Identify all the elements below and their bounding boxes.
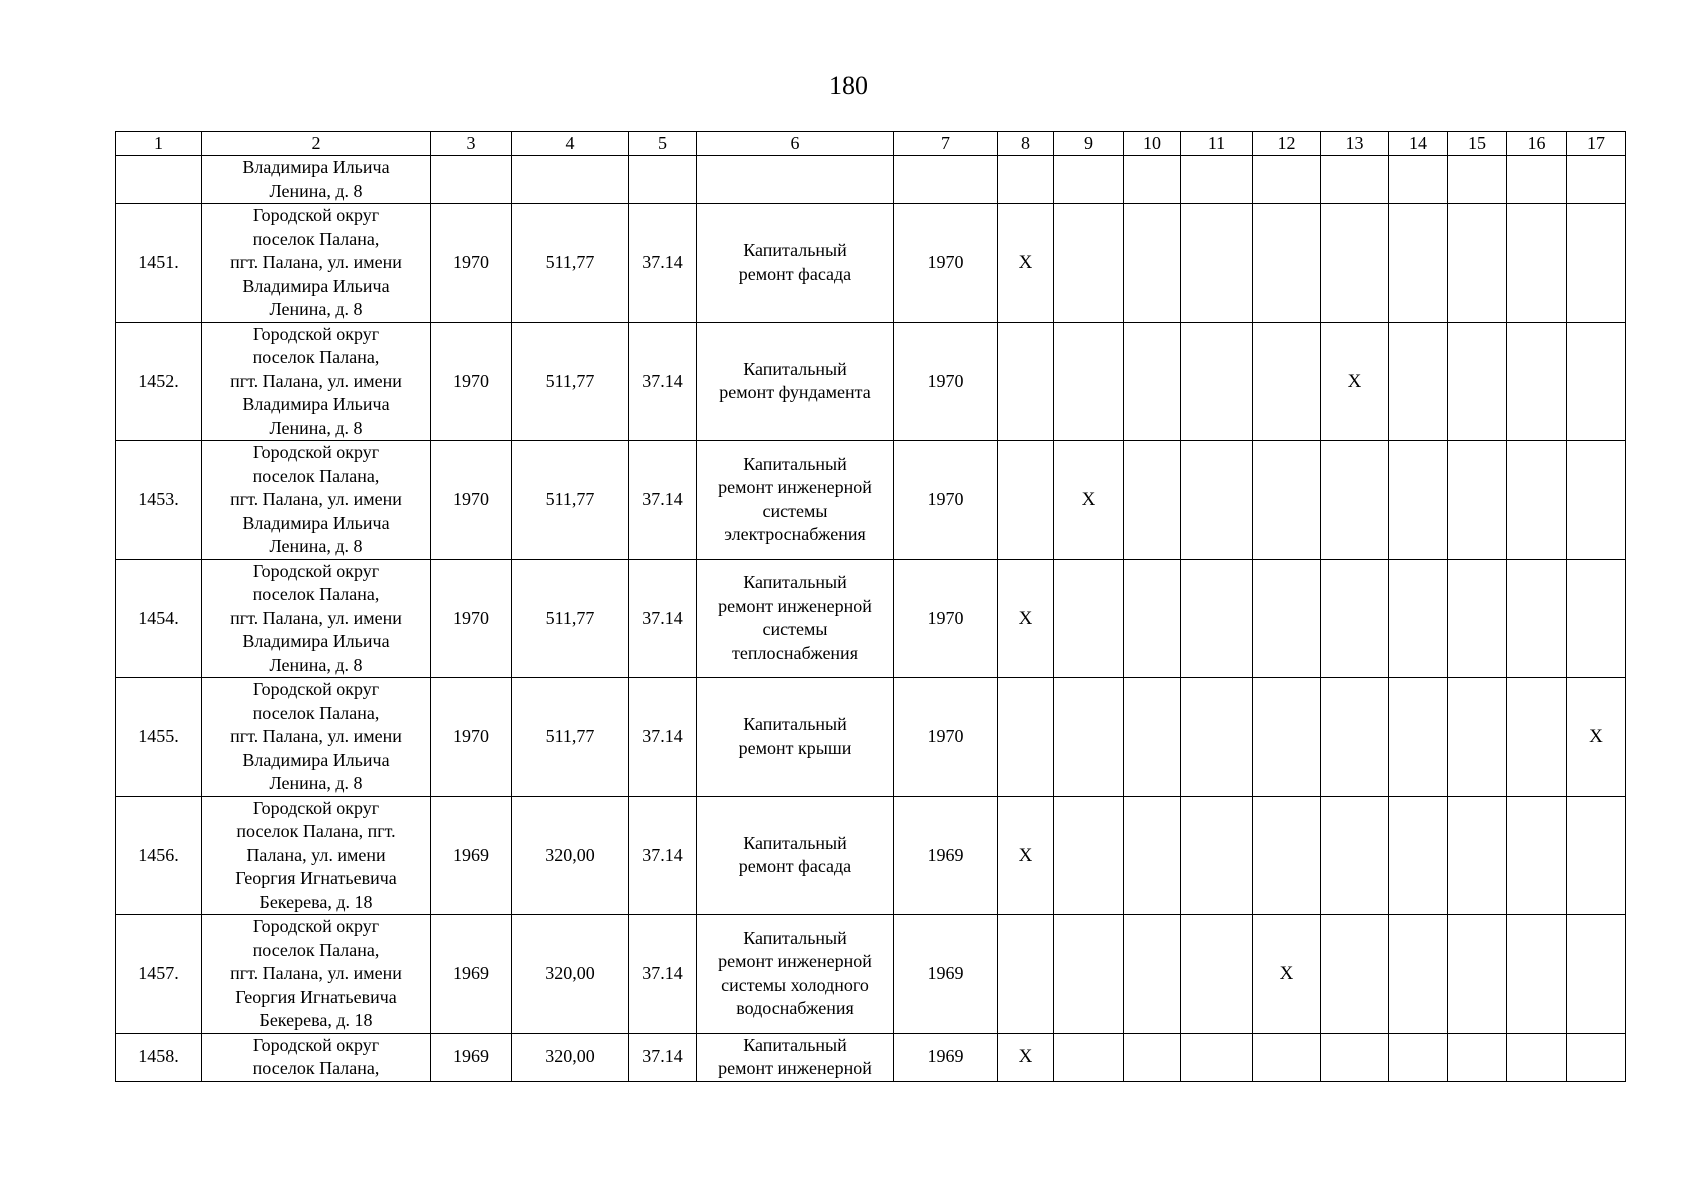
mark-cell-col-11	[1181, 559, 1253, 678]
address-line: Ленина, д. 8	[269, 299, 363, 319]
address-cell	[202, 156, 431, 204]
mark-cell-col-13	[1321, 441, 1389, 560]
mark-cell-col-8	[998, 204, 1054, 323]
row-number-cell: 1454.	[116, 559, 202, 678]
mark-cell-col-15	[1448, 796, 1507, 915]
column-header-1: 1	[116, 132, 202, 156]
address-line: поселок Палана,	[252, 702, 380, 723]
mark-cell-col-11	[1181, 441, 1253, 560]
work-type-cell	[697, 796, 894, 915]
repair-register-table	[115, 131, 1626, 1082]
mark-cell-col-11	[1181, 915, 1253, 1034]
column-header-11: 11	[1181, 132, 1253, 156]
code-cell: 37.14	[629, 559, 697, 678]
mark-cell-col-13	[1321, 796, 1389, 915]
address-line: Городской округ	[252, 560, 380, 581]
mark-cell-col-15	[1448, 322, 1507, 441]
address-line: Палана, ул. имени	[246, 844, 386, 865]
work-type-line: водоснабжения	[736, 998, 854, 1019]
row-number-cell: 1458.	[116, 1033, 202, 1081]
work-type-line: Капитальный	[743, 572, 847, 593]
mark-cell-col-10	[1124, 204, 1181, 323]
address-line: поселок Палана,	[252, 584, 380, 604]
mark-cell-col-16	[1507, 678, 1567, 797]
mark-cell-col-13	[1321, 915, 1389, 1034]
address-line: Ленина, д. 8	[269, 417, 363, 438]
column-header-10: 10	[1124, 132, 1181, 156]
commission-year-cell: 1969	[431, 1033, 512, 1081]
mark-cell-col-10	[1124, 678, 1181, 797]
x-mark: X	[1081, 489, 1096, 510]
mark-cell-col-13	[1321, 156, 1389, 204]
address-line: Городской округ	[252, 797, 380, 818]
year-cell: 1969	[894, 796, 998, 915]
mark-cell-col-8	[998, 441, 1054, 560]
commission-year-cell: 1970	[431, 322, 512, 441]
area-cell	[512, 156, 629, 204]
mark-cell-col-12	[1253, 796, 1321, 915]
column-header-9: 9	[1054, 132, 1124, 156]
mark-cell-col-14	[1389, 322, 1448, 441]
mark-cell-col-9	[1054, 156, 1124, 204]
work-type-line: Капитальный	[743, 832, 847, 853]
mark-cell-col-9	[1054, 559, 1124, 678]
work-type-cell	[697, 204, 894, 323]
address-line: пгт. Палана, ул. имени	[230, 607, 402, 628]
column-header-15: 15	[1448, 132, 1507, 156]
mark-cell-col-17	[1567, 1033, 1626, 1081]
work-type-line: ремонт инженерной	[718, 1058, 872, 1078]
mark-cell-col-12	[1253, 559, 1321, 678]
mark-cell-col-14	[1389, 1033, 1448, 1081]
column-header-6: 6	[697, 132, 894, 156]
column-header-3: 3	[431, 132, 512, 156]
mark-cell-col-15	[1448, 156, 1507, 204]
mark-cell-col-17	[1567, 204, 1626, 323]
work-type-cell	[697, 678, 894, 797]
work-type-cell	[697, 1033, 894, 1081]
mark-cell-col-9	[1054, 204, 1124, 323]
area-cell: 511,77	[512, 204, 629, 323]
mark-cell-col-9	[1054, 915, 1124, 1034]
mark-cell-col-14	[1389, 678, 1448, 797]
mark-cell-col-17	[1567, 559, 1626, 678]
table-row	[116, 678, 1626, 797]
mark-cell-col-17	[1567, 915, 1626, 1034]
mark-cell-col-14	[1389, 204, 1448, 323]
area-cell: 511,77	[512, 322, 629, 441]
mark-cell-col-12	[1253, 1033, 1321, 1081]
address-line: Георгия Игнатьевича	[235, 986, 397, 1007]
mark-cell-col-8	[998, 1033, 1054, 1081]
work-type-line: ремонт инженерной	[718, 595, 872, 616]
work-type-line: ремонт фасада	[738, 263, 852, 284]
table-row	[116, 322, 1626, 441]
work-type-line: Капитальный	[743, 240, 847, 261]
x-mark: X	[1279, 963, 1294, 984]
address-line: поселок Палана,	[252, 465, 380, 486]
mark-cell-col-8	[998, 322, 1054, 441]
address-line: Ленина, д. 8	[269, 773, 363, 793]
address-line: пгт. Палана, ул. имени	[230, 963, 402, 983]
x-mark: X	[1018, 252, 1033, 273]
row-number-cell: 1453.	[116, 441, 202, 560]
address-line: Владимира Ильича	[242, 157, 390, 177]
year-cell: 1969	[894, 915, 998, 1034]
commission-year-cell: 1970	[431, 204, 512, 323]
x-mark: X	[1347, 370, 1362, 392]
mark-cell-col-8	[998, 559, 1054, 678]
mark-cell-col-10	[1124, 559, 1181, 678]
commission-year-cell: 1970	[431, 678, 512, 797]
address-cell	[202, 441, 431, 560]
column-header-14: 14	[1389, 132, 1448, 156]
work-type-line: Капитальный	[743, 714, 847, 735]
mark-cell-col-9	[1054, 322, 1124, 441]
address-line: пгт. Палана, ул. имени	[230, 489, 402, 509]
address-line: Бекерева, д. 18	[259, 891, 373, 912]
code-cell: 37.14	[629, 1033, 697, 1081]
mark-cell-col-11	[1181, 204, 1253, 323]
mark-cell-col-15	[1448, 204, 1507, 323]
code-cell: 37.14	[629, 204, 697, 323]
work-type-cell	[697, 915, 894, 1034]
address-line: Ленина, д. 8	[269, 654, 363, 675]
x-mark: X	[1018, 1046, 1033, 1068]
year-cell: 1970	[894, 559, 998, 678]
column-header-4: 4	[512, 132, 629, 156]
address-line: Городской округ	[252, 323, 380, 344]
work-type-line: ремонт крыши	[738, 737, 852, 758]
column-header-2: 2	[202, 132, 431, 156]
page-number: 180	[829, 71, 868, 100]
mark-cell-col-12	[1253, 204, 1321, 323]
commission-year-cell: 1970	[431, 441, 512, 560]
address-line: Ленина, д. 8	[269, 180, 363, 201]
address-line: пгт. Палана, ул. имени	[230, 370, 402, 391]
code-cell: 37.14	[629, 441, 697, 560]
address-line: Владимира Ильича	[242, 394, 390, 414]
address-line: Владимира Ильича	[242, 512, 390, 533]
mark-cell-col-13	[1321, 322, 1389, 441]
mark-cell-col-16	[1507, 441, 1567, 560]
work-type-line: ремонт фасада	[738, 856, 852, 877]
mark-cell-col-15	[1448, 1033, 1507, 1081]
mark-cell-col-11	[1181, 796, 1253, 915]
mark-cell-col-16	[1507, 156, 1567, 204]
column-header-13: 13	[1321, 132, 1389, 156]
address-line: Георгия Игнатьевича	[235, 868, 397, 888]
address-line: Ленина, д. 8	[269, 536, 363, 556]
work-type-line: системы	[762, 619, 828, 640]
work-type-line: системы холодного	[721, 974, 869, 995]
mark-cell-col-11	[1181, 322, 1253, 441]
column-header-16: 16	[1507, 132, 1567, 156]
area-cell: 320,00	[512, 915, 629, 1034]
address-line: поселок Палана,	[252, 347, 380, 367]
work-type-line: Капитальный	[743, 927, 847, 948]
area-cell: 320,00	[512, 1033, 629, 1081]
work-type-line: Капитальный	[743, 453, 847, 474]
mark-cell-col-14	[1389, 559, 1448, 678]
column-header-17: 17	[1567, 132, 1626, 156]
x-mark: X	[1589, 726, 1603, 747]
table-row	[116, 796, 1626, 915]
column-header-8: 8	[998, 132, 1054, 156]
mark-cell-col-15	[1448, 915, 1507, 1034]
year-cell: 1969	[894, 1033, 998, 1081]
mark-cell-col-17	[1567, 441, 1626, 560]
year-cell: 1970	[894, 204, 998, 323]
work-type-cell	[697, 559, 894, 678]
mark-cell-col-17	[1567, 678, 1626, 797]
mark-cell-col-17	[1567, 322, 1626, 441]
mark-cell-col-10	[1124, 796, 1181, 915]
code-cell: 37.14	[629, 796, 697, 915]
table-row	[116, 559, 1626, 678]
area-cell: 511,77	[512, 441, 629, 560]
year-cell: 1970	[894, 441, 998, 560]
code-cell: 37.14	[629, 678, 697, 797]
area-cell: 511,77	[512, 559, 629, 678]
table-row	[116, 915, 1626, 1034]
row-number-cell: 1456.	[116, 796, 202, 915]
row-number-cell: 1457.	[116, 915, 202, 1034]
area-cell: 320,00	[512, 796, 629, 915]
mark-cell-col-12	[1253, 915, 1321, 1034]
code-cell	[629, 156, 697, 204]
address-cell	[202, 915, 431, 1034]
address-line: поселок Палана,	[252, 939, 380, 960]
mark-cell-col-16	[1507, 559, 1567, 678]
mark-cell-col-16	[1507, 322, 1567, 441]
address-line: Городской округ	[252, 916, 380, 936]
address-cell	[202, 1033, 431, 1081]
mark-cell-col-9	[1054, 1033, 1124, 1081]
commission-year-cell: 1970	[431, 559, 512, 678]
mark-cell-col-8	[998, 796, 1054, 915]
mark-cell-col-16	[1507, 796, 1567, 915]
mark-cell-col-9	[1054, 678, 1124, 797]
work-type-cell	[697, 322, 894, 441]
address-line: поселок Палана,	[252, 228, 380, 249]
row-number-cell	[116, 156, 202, 204]
code-cell: 37.14	[629, 915, 697, 1034]
address-cell	[202, 559, 431, 678]
address-line: пгт. Палана, ул. имени	[230, 252, 402, 272]
mark-cell-col-12	[1253, 678, 1321, 797]
address-line: поселок Палана,	[252, 1058, 380, 1078]
mark-cell-col-15	[1448, 559, 1507, 678]
mark-cell-col-11	[1181, 1033, 1253, 1081]
column-number-header-row	[116, 132, 1626, 156]
work-type-line: ремонт фундамента	[719, 382, 871, 403]
mark-cell-col-17	[1567, 156, 1626, 204]
work-type-line: теплоснабжения	[732, 642, 858, 663]
commission-year-cell	[431, 156, 512, 204]
mark-cell-col-10	[1124, 322, 1181, 441]
table-row	[116, 441, 1626, 560]
mark-cell-col-9	[1054, 796, 1124, 915]
mark-cell-col-10	[1124, 441, 1181, 560]
mark-cell-col-9	[1054, 441, 1124, 560]
mark-cell-col-14	[1389, 441, 1448, 560]
work-type-cell	[697, 441, 894, 560]
mark-cell-col-12	[1253, 441, 1321, 560]
address-line: Городской округ	[252, 1034, 380, 1055]
table-row	[116, 1033, 1626, 1081]
mark-cell-col-11	[1181, 678, 1253, 797]
area-cell: 511,77	[512, 678, 629, 797]
mark-cell-col-15	[1448, 678, 1507, 797]
mark-cell-col-15	[1448, 441, 1507, 560]
mark-cell-col-14	[1389, 156, 1448, 204]
mark-cell-col-12	[1253, 156, 1321, 204]
address-cell	[202, 796, 431, 915]
mark-cell-col-8	[998, 156, 1054, 204]
address-line: Владимира Ильича	[242, 631, 390, 651]
column-header-7: 7	[894, 132, 998, 156]
work-type-line: системы	[762, 500, 828, 521]
mark-cell-col-16	[1507, 915, 1567, 1034]
mark-cell-col-13	[1321, 559, 1389, 678]
table-row	[116, 156, 1626, 204]
x-mark: X	[1018, 844, 1033, 866]
address-line: Бекерева, д. 18	[259, 1010, 373, 1030]
address-line: Городской округ	[252, 442, 380, 462]
year-cell: 1970	[894, 678, 998, 797]
mark-cell-col-16	[1507, 1033, 1567, 1081]
commission-year-cell: 1969	[431, 915, 512, 1034]
mark-cell-col-14	[1389, 796, 1448, 915]
address-cell	[202, 322, 431, 441]
work-type-cell	[697, 156, 894, 204]
mark-cell-col-10	[1124, 915, 1181, 1034]
x-mark: X	[1018, 607, 1033, 629]
mark-cell-col-10	[1124, 156, 1181, 204]
address-line: Владимира Ильича	[242, 275, 390, 296]
row-number-cell: 1452.	[116, 322, 202, 441]
year-cell	[894, 156, 998, 204]
table-row	[116, 204, 1626, 323]
work-type-line: Капитальный	[743, 1034, 847, 1055]
mark-cell-col-11	[1181, 156, 1253, 204]
mark-cell-col-8	[998, 915, 1054, 1034]
column-header-5: 5	[629, 132, 697, 156]
mark-cell-col-13	[1321, 204, 1389, 323]
mark-cell-col-17	[1567, 796, 1626, 915]
code-cell: 37.14	[629, 322, 697, 441]
address-cell	[202, 678, 431, 797]
table-body	[116, 156, 1626, 1082]
work-type-line: ремонт инженерной	[718, 477, 872, 498]
address-line: Городской округ	[252, 679, 380, 699]
mark-cell-col-14	[1389, 915, 1448, 1034]
work-type-line: электроснабжения	[724, 524, 866, 545]
address-line: Городской округ	[252, 205, 380, 225]
work-type-line: ремонт инженерной	[718, 951, 872, 972]
mark-cell-col-13	[1321, 1033, 1389, 1081]
address-cell	[202, 204, 431, 323]
mark-cell-col-10	[1124, 1033, 1181, 1081]
mark-cell-col-12	[1253, 322, 1321, 441]
column-header-12: 12	[1253, 132, 1321, 156]
mark-cell-col-13	[1321, 678, 1389, 797]
work-type-line: Капитальный	[743, 358, 847, 379]
address-line: поселок Палана, пгт.	[236, 821, 396, 841]
row-number-cell: 1455.	[116, 678, 202, 797]
address-line: Владимира Ильича	[242, 749, 390, 770]
mark-cell-col-8	[998, 678, 1054, 797]
commission-year-cell: 1969	[431, 796, 512, 915]
row-number-cell: 1451.	[116, 204, 202, 323]
year-cell: 1970	[894, 322, 998, 441]
address-line: пгт. Палана, ул. имени	[230, 726, 402, 746]
mark-cell-col-16	[1507, 204, 1567, 323]
